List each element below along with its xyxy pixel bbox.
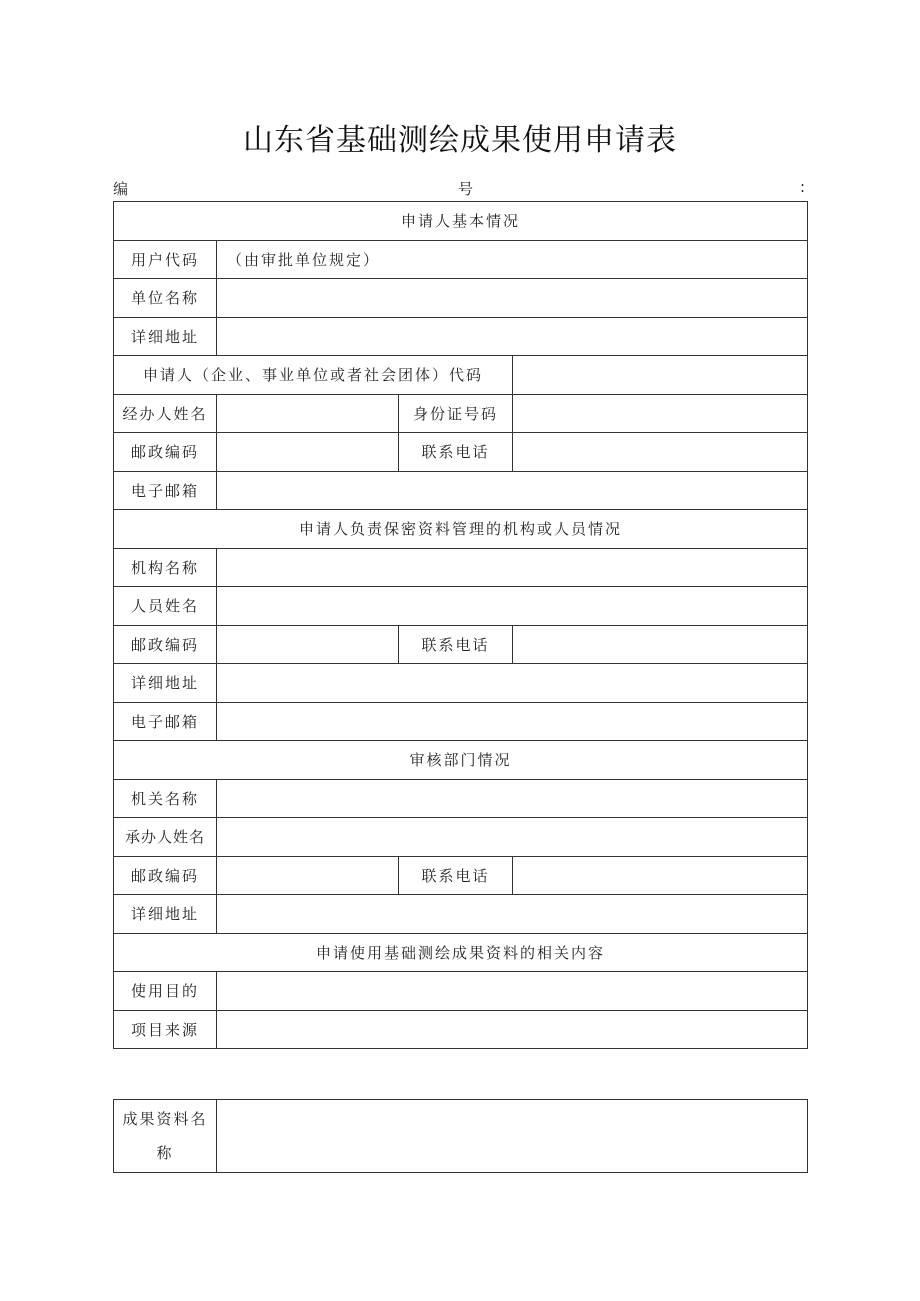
- serial-label-colon: :: [800, 178, 806, 196]
- section-usage-content: 申请使用基础测绘成果资料的相关内容: [114, 933, 808, 972]
- table-row: [114, 202, 808, 241]
- table-row: [114, 394, 808, 433]
- handler-name-field[interactable]: [217, 394, 399, 433]
- table-row: [114, 548, 808, 587]
- applicant-postal-field[interactable]: [217, 433, 399, 472]
- purpose-field[interactable]: [217, 972, 808, 1011]
- table-row: [114, 818, 808, 857]
- table-row: [114, 471, 808, 510]
- table-row: [114, 510, 808, 549]
- id-number-label: 身份证号码: [399, 394, 513, 433]
- table-row: [114, 1010, 808, 1049]
- unit-name-field[interactable]: [217, 279, 808, 318]
- user-code-field[interactable]: （由审批单位规定）: [217, 240, 808, 279]
- applicant-email-field[interactable]: [217, 471, 808, 510]
- secrecy-postal-field[interactable]: [217, 625, 399, 664]
- applicant-phone-field[interactable]: [513, 433, 808, 472]
- review-address-label: 详细地址: [114, 895, 217, 934]
- applicant-address-field[interactable]: [217, 317, 808, 356]
- table-row: [114, 933, 808, 972]
- person-name-label: 人员姓名: [114, 587, 217, 626]
- secrecy-email-label: 电子邮箱: [114, 702, 217, 741]
- secrecy-phone-label: 联系电话: [399, 625, 513, 664]
- review-postal-label: 邮政编码: [114, 856, 217, 895]
- applicant-address-label: 详细地址: [114, 317, 217, 356]
- applicant-phone-label: 联系电话: [399, 433, 513, 472]
- org-code-field[interactable]: [513, 356, 808, 395]
- agency-name-field[interactable]: [217, 779, 808, 818]
- secrecy-email-field[interactable]: [217, 702, 808, 741]
- purpose-label: 使用目的: [114, 972, 217, 1011]
- unit-name-label: 单位名称: [114, 279, 217, 318]
- project-source-label: 项目来源: [114, 1010, 217, 1049]
- agency-name-label: 机关名称: [114, 779, 217, 818]
- undertaker-name-label: 承办人姓名: [114, 818, 217, 857]
- secrecy-address-label: 详细地址: [114, 664, 217, 703]
- table-row: [114, 779, 808, 818]
- org-name-label: 机构名称: [114, 548, 217, 587]
- review-address-field[interactable]: [217, 895, 808, 934]
- table-row: [114, 317, 808, 356]
- org-name-field[interactable]: [217, 548, 808, 587]
- id-number-field[interactable]: [513, 394, 808, 433]
- table-row: [114, 279, 808, 318]
- person-name-field[interactable]: [217, 587, 808, 626]
- undertaker-name-field[interactable]: [217, 818, 808, 857]
- table-row: [114, 625, 808, 664]
- table-row: [114, 741, 808, 780]
- result-material-name-field[interactable]: [217, 1100, 808, 1173]
- table-row: [114, 1100, 808, 1173]
- table-row: [114, 702, 808, 741]
- page-title: 山东省基础测绘成果使用申请表: [243, 123, 677, 158]
- table-row: [114, 587, 808, 626]
- application-form-table: [113, 201, 808, 1049]
- table-row: [114, 240, 808, 279]
- review-phone-label: 联系电话: [399, 856, 513, 895]
- review-phone-field[interactable]: [513, 856, 808, 895]
- user-code-label: 用户代码: [114, 240, 217, 279]
- secrecy-address-field[interactable]: [217, 664, 808, 703]
- table-row: [114, 433, 808, 472]
- applicant-email-label: 电子邮箱: [114, 471, 217, 510]
- table-row: [114, 664, 808, 703]
- secrecy-postal-label: 邮政编码: [114, 625, 217, 664]
- section-applicant-basic: 申请人基本情况: [114, 202, 808, 241]
- table-row: [114, 972, 808, 1011]
- result-material-name-label: 成果资料名称: [114, 1100, 217, 1173]
- applicant-postal-label: 邮政编码: [114, 433, 217, 472]
- section-review-dept: 审核部门情况: [114, 741, 808, 780]
- section-secrecy-mgmt: 申请人负责保密资料管理的机构或人员情况: [114, 510, 808, 549]
- secrecy-phone-field[interactable]: [513, 625, 808, 664]
- serial-label-mid: 号: [458, 180, 474, 198]
- table-row: [114, 895, 808, 934]
- review-postal-field[interactable]: [217, 856, 399, 895]
- serial-label-left: 编: [113, 180, 129, 198]
- org-code-label: 申请人（企业、事业单位或者社会团体）代码: [114, 356, 513, 395]
- project-source-field[interactable]: [217, 1010, 808, 1049]
- table-row: [114, 356, 808, 395]
- table-row: [114, 856, 808, 895]
- handler-name-label: 经办人姓名: [114, 394, 217, 433]
- result-material-table: [113, 1099, 808, 1173]
